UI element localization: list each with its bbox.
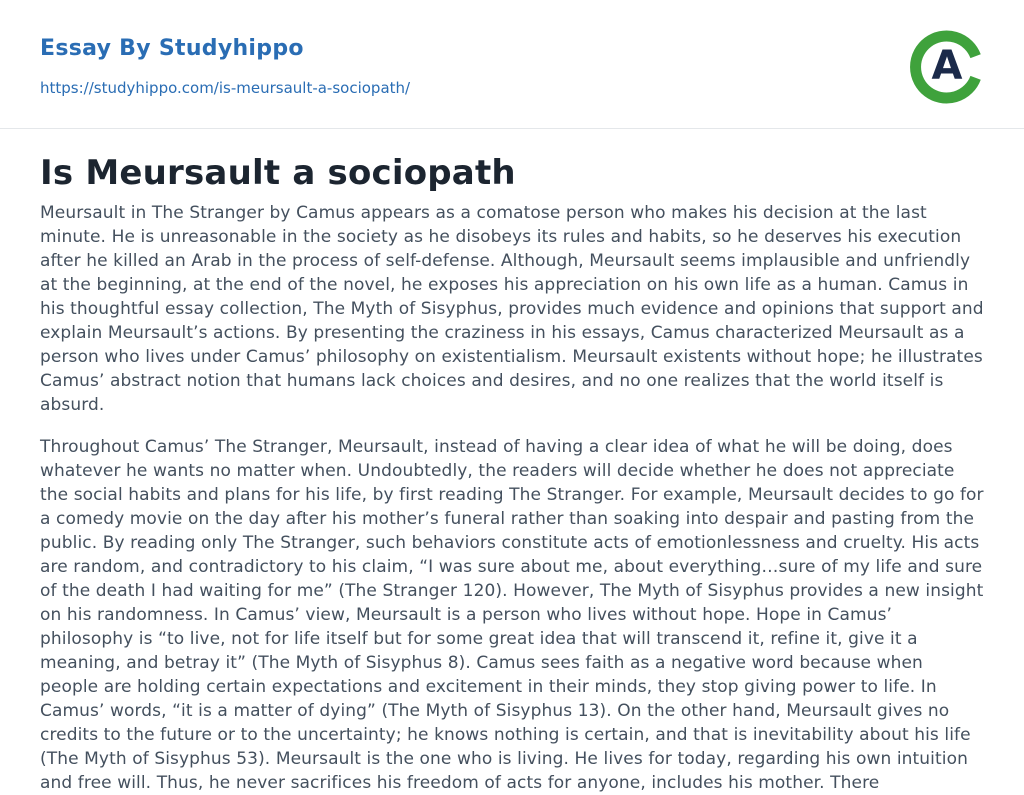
essay-url-link[interactable]: https://studyhippo.com/is-meursault-a-sociopath/: [40, 79, 411, 97]
header-text-block: [40, 36, 410, 97]
essay-paragraph-2: Throughout Camus’ The Stranger, Meursault, instead of having a clear idea of what he will be doing, does whatever he wants no matter when. Undoubtedly, the readers will decide whether he does not appreciate the social habits and plans for his life, by first reading The Stranger. For example, Meursault decides to go for a comedy movie on the day after his mother’s funeral rather than soaking into despair and pasting from the public. By reading only The Stranger, such behaviors constitute acts of emotionlessness and cruelty. His acts are random, and contradictory to his claim, “I was sure about me, about everything…sure of my life and sure of the death I had waiting for me” (The Stranger 120). However, The Myth of Sisyphus provides a new insight on his randomness. In Camus’ view, Meursault is a person who lives without hope. Hope in Camus’ philosophy is “to live, not for life itself but for some great idea that will transcend it, refine it, give it a meaning, and betray it” (The Myth of Sisyphus 8). Camus sees faith as a negative word because when people are holding certain expectations and excitement in their minds, they stop giving power to life. In Camus’ words, “it is a matter of dying” (The Myth of Sisyphus 13). On the other hand, Meursault gives no credits to the future or to the uncertainty; he knows nothing is certain, and that is inevitability about his life (The Myth of Sisyphus 53). Meursault is the one who is living. He lives for today, regarding his own intuition and free will. Thus, he never sacrifices his freedom of acts for anyone, includes his mother. There: [40, 437, 984, 793]
page-title: Is Meursault a sociopath: [40, 153, 516, 193]
header-divider: [0, 128, 1024, 129]
essay-paragraph-1: Meursault in The Stranger by Camus appears as a comatose person who makes his decision at the last minute. He is unreasonable in the society as he disobeys its rules and habits, so he deserves his execution after he killed an Arab in the process of self-defense. Although, Meursault seems implausible and unfriendly at the beginning, at the end of the novel, he exposes his appreciation on his own life as a human. Camus in his thoughtful essay collection, The Myth of Sisyphus, provides much evidence and opinions that support and explain Meursault’s actions. By presenting the craziness in his essays, Camus characterized Meursault as a person who lives under Camus’ philosophy on existentialism. Meursault existents without hope; he illustrates Camus’ abstract notion that humans lack choices and desires, and no one realizes that the world itself is absurd.: [40, 203, 984, 415]
studyhippo-logo[interactable]: [910, 30, 984, 104]
logo-letter: A: [931, 43, 963, 90]
essay-content: [0, 153, 1024, 795]
site-title-link[interactable]: Essay By Studyhippo: [40, 36, 304, 61]
header: [0, 0, 1024, 104]
